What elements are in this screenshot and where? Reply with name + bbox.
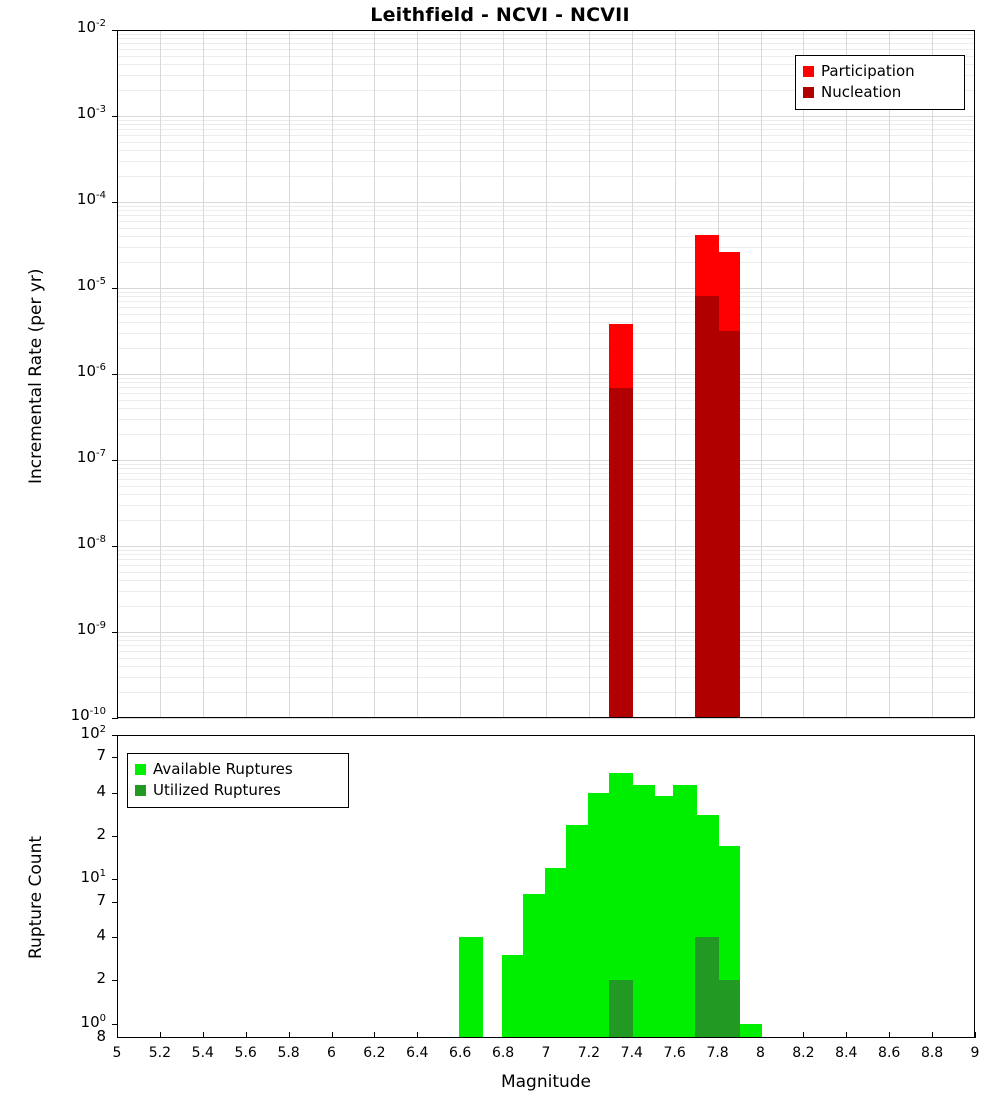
bar-nucleation — [716, 331, 740, 717]
y-axis-label-top: Incremental Rate (per yr) — [26, 268, 46, 484]
y-tick-label-bottom: 7 — [96, 890, 106, 909]
bar-utilized-ruptures — [609, 980, 633, 1037]
y-tick-label-bottom: 4 — [96, 781, 106, 800]
bar-nucleation — [609, 388, 633, 717]
x-tick-label: 7 — [541, 1045, 551, 1061]
x-tick-label: 5.2 — [148, 1045, 172, 1061]
x-tick-label: 7.8 — [706, 1045, 729, 1061]
x-axis-label: Magnitude — [500, 1072, 592, 1092]
x-tick-label: 5.6 — [234, 1045, 257, 1061]
bar-available-ruptures — [738, 1024, 762, 1037]
legend-swatch-utilized-ruptures — [135, 785, 146, 796]
y-tick-label-top: $10^{-4}$ — [76, 190, 106, 208]
x-tick-label: 6.4 — [406, 1045, 429, 1061]
bar-available-ruptures — [566, 825, 590, 1037]
y-tick-label-top: $10^{-3}$ — [76, 104, 106, 122]
y-tick-label-top: $10^{-7}$ — [76, 448, 106, 466]
page-title: Leithfield - NCVI - NCVII — [370, 4, 630, 26]
legend-item-participation — [803, 61, 957, 82]
y-tick-label-bottom: $10^1$ — [80, 868, 106, 887]
x-tick-label: 5.4 — [191, 1045, 214, 1061]
legend-item-available-ruptures — [135, 759, 341, 780]
y-tick-label-bottom: 7 — [96, 746, 106, 765]
x-tick-label: 8.4 — [835, 1045, 858, 1061]
y-tick-label-top: $10^{-9}$ — [76, 620, 106, 638]
legend-label-nucleation: Nucleation — [821, 83, 902, 101]
x-tick-label: 8.6 — [878, 1045, 901, 1061]
legend-bottom — [127, 753, 349, 808]
y-tick-label-bottom: 8 — [96, 1027, 106, 1045]
x-tick-label: 5.8 — [277, 1045, 300, 1061]
x-tick-label: 9 — [970, 1045, 980, 1061]
bar-available-ruptures — [459, 937, 483, 1037]
y-tick-label-top: $10^{-5}$ — [76, 276, 106, 294]
y-tick-label-top: $10^{-6}$ — [76, 362, 106, 380]
bar-utilized-ruptures — [716, 980, 740, 1037]
x-tick-label: 5 — [112, 1045, 122, 1061]
y-tick-label-bottom: $10^0$ — [80, 1012, 106, 1031]
legend-top — [795, 55, 965, 110]
y-tick-label-bottom: 2 — [96, 969, 106, 988]
legend-swatch-participation — [803, 66, 814, 77]
x-tick-label: 6.6 — [449, 1045, 472, 1061]
x-tick-label: 8.2 — [792, 1045, 815, 1061]
x-tick-label: 6.2 — [363, 1045, 386, 1061]
legend-swatch-nucleation — [803, 87, 814, 98]
y-tick-label-top: $10^{-10}$ — [70, 706, 106, 724]
legend-swatch-available-ruptures — [135, 764, 146, 775]
legend-item-utilized-ruptures — [135, 780, 341, 801]
x-tick-label: 8 — [756, 1045, 765, 1061]
legend-label-available-ruptures: Available Ruptures — [153, 760, 293, 778]
legend-label-utilized-ruptures: Utilized Ruptures — [153, 781, 281, 799]
y-axis-label-bottom: Rupture Count — [26, 835, 46, 959]
bar-available-ruptures — [673, 785, 697, 1037]
incremental-rate-plot — [117, 30, 975, 718]
x-tick-label: 6 — [327, 1045, 336, 1061]
gridline-y-major — [118, 718, 974, 719]
y-tick-label-bottom: 2 — [96, 825, 106, 843]
bar-available-ruptures — [523, 894, 547, 1037]
x-tick-label: 7.6 — [663, 1045, 686, 1061]
y-tick-label-top: $10^{-2}$ — [76, 18, 106, 36]
legend-label-participation: Participation — [821, 62, 915, 80]
y-tick-label-top: $10^{-8}$ — [76, 534, 106, 552]
x-tick-label: 6.8 — [491, 1045, 515, 1061]
y-tick-label-bottom: $10^2$ — [80, 724, 106, 742]
x-tick-label: 7.2 — [577, 1045, 601, 1061]
y-tick-top — [112, 718, 118, 719]
x-tick-label: 7.4 — [620, 1045, 643, 1061]
x-tick-label: 8.8 — [920, 1045, 944, 1061]
y-tick-label-bottom: 4 — [96, 926, 106, 944]
legend-item-nucleation — [803, 82, 957, 103]
x-tick — [975, 1032, 976, 1038]
